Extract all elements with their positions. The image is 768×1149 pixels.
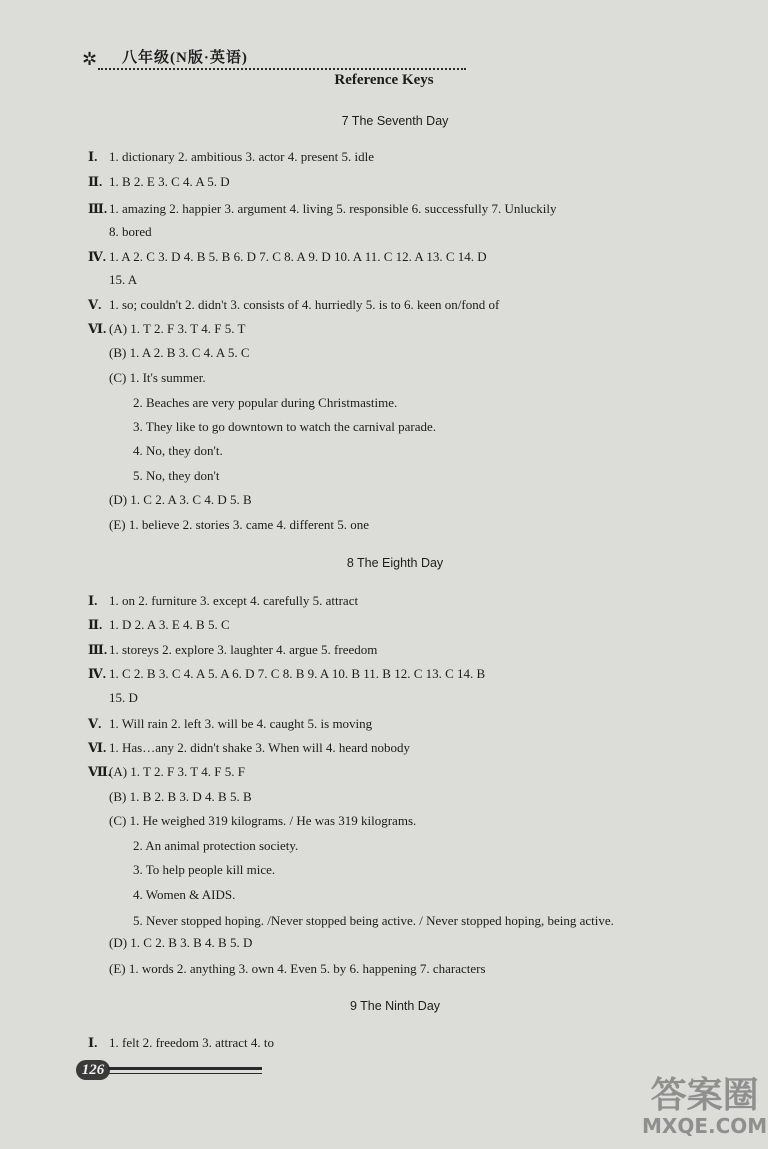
answer-text: 5. Never stopped hoping. /Never stopped being active. / Never stopped hoping, being active. xyxy=(133,913,614,928)
section-roman: Ⅴ. xyxy=(88,297,102,312)
answer-line xyxy=(88,296,499,314)
answer-line xyxy=(88,763,245,781)
answer-line xyxy=(109,960,486,978)
header-dotted-rule xyxy=(98,68,466,70)
answer-text: (A) 1. T 2. F 3. T 4. F 5. F xyxy=(109,764,245,779)
answer-text: (E) 1. words 2. anything 3. own 4. Even 5. by 6. happening 7. characters xyxy=(109,961,486,976)
answer-line xyxy=(88,616,230,634)
answer-line xyxy=(88,1034,274,1052)
answer-line xyxy=(133,837,298,855)
answer-text: 1. storeys 2. explore 3. laughter 4. argue 5. freedom xyxy=(109,642,378,657)
answer-text: (E) 1. believe 2. stories 3. came 4. different 5. one xyxy=(109,517,370,532)
answer-text: (A) 1. T 2. F 3. T 4. F 5. T xyxy=(109,321,246,336)
section-roman: Ⅵ. xyxy=(88,321,107,336)
answer-text: 15. D xyxy=(109,690,138,705)
answer-line xyxy=(88,173,230,191)
answer-text: 1. B 2. E 3. C 4. A 5. D xyxy=(109,174,230,189)
section-roman: Ⅱ. xyxy=(88,617,103,632)
answer-line xyxy=(133,394,397,412)
section-roman: Ⅰ. xyxy=(88,593,98,608)
answer-text: 1. so; couldn't 2. didn't 3. consists of 4. hurriedly 5. is to 6. keen on/fond of xyxy=(109,297,500,312)
answer-line xyxy=(88,665,485,683)
answer-line xyxy=(109,689,138,707)
answer-line xyxy=(109,271,137,289)
watermark-url: MXQE.COM xyxy=(642,1114,768,1138)
section-roman: Ⅲ. xyxy=(88,201,108,216)
answer-line xyxy=(88,641,377,659)
answer-line xyxy=(88,148,374,166)
section-roman: Ⅶ. xyxy=(88,764,112,779)
answer-text: 3. To help people kill mice. xyxy=(133,862,276,877)
watermark xyxy=(642,1076,767,1136)
answer-text: 1. Has…any 2. didn't shake 3. When will 4. heard nobody xyxy=(109,740,411,755)
answer-line xyxy=(133,886,235,904)
section-roman: Ⅵ. xyxy=(88,740,107,755)
answer-text: 1. amazing 2. happier 3. argument 4. living 5. responsible 6. successfully 7. Unluckily xyxy=(109,201,557,216)
answer-text: (C) 1. He weighed 319 kilograms. / He was 319 kilograms. xyxy=(109,813,417,828)
answer-line xyxy=(109,516,369,534)
answer-line xyxy=(88,715,372,733)
answer-line xyxy=(88,739,410,757)
section-title-day8: 8 The Eighth Day xyxy=(346,556,444,570)
answer-text: 15. A xyxy=(109,272,138,287)
book-title: 八年级(N版·英语) xyxy=(122,50,248,66)
section-title-day9: 9 The Ninth Day xyxy=(349,999,441,1013)
section-roman: Ⅳ. xyxy=(88,666,107,681)
answer-line xyxy=(88,200,556,218)
answer-text: 1. C 2. B 3. C 4. A 5. A 6. D 7. C 8. B 9. A 10. B 11. B 12. C 13. C 14. B xyxy=(109,666,486,681)
section-roman: Ⅱ. xyxy=(88,174,103,189)
answer-line xyxy=(133,467,219,485)
answer-text: 2. Beaches are very popular during Christmastime. xyxy=(133,395,398,410)
answer-line xyxy=(109,812,416,830)
section-roman: Ⅴ. xyxy=(88,716,102,731)
answer-line xyxy=(88,248,487,266)
section-roman: Ⅰ. xyxy=(88,1035,98,1050)
answer-text: (D) 1. C 2. B 3. B 4. B 5. D xyxy=(109,935,253,950)
answer-text: 1. felt 2. freedom 3. attract 4. to xyxy=(109,1035,274,1050)
answer-line xyxy=(109,934,252,952)
answer-line xyxy=(133,442,223,460)
watermark-logo-icon: 答案圈 xyxy=(650,1075,759,1116)
answer-line xyxy=(133,912,614,930)
answer-text: 1. D 2. A 3. E 4. B 5. C xyxy=(109,617,230,632)
answer-text: 1. A 2. C 3. D 4. B 5. B 6. D 7. C 8. A 9. D 10. A 11. C 12. A 13. C 14. D xyxy=(109,249,487,264)
answer-line xyxy=(109,223,152,241)
answer-text: 2. An animal protection society. xyxy=(133,838,299,853)
answer-text: 5. No, they don't xyxy=(133,468,220,483)
answer-text: 1. Will rain 2. left 3. will be 4. caught 5. is moving xyxy=(109,716,373,731)
page-number: 126 xyxy=(76,1060,110,1080)
answer-text: 1. on 2. furniture 3. except 4. carefully 5. attract xyxy=(109,593,359,608)
answer-text: 3. They like to go downtown to watch the carnival parade. xyxy=(133,419,437,434)
answer-text: (B) 1. A 2. B 3. C 4. A 5. C xyxy=(109,345,250,360)
answer-text: 1. dictionary 2. ambitious 3. actor 4. present 5. idle xyxy=(109,149,374,164)
answer-line xyxy=(109,369,206,387)
answer-text: (C) 1. It's summer. xyxy=(109,370,206,385)
answer-text: 4. No, they don't. xyxy=(133,443,223,458)
footer-rule-thin xyxy=(108,1073,262,1074)
answer-line xyxy=(133,418,436,436)
section-roman: Ⅳ. xyxy=(88,249,107,264)
answer-line xyxy=(109,344,250,362)
answer-line xyxy=(133,861,275,879)
footer-rule xyxy=(108,1067,262,1070)
section-roman: Ⅲ. xyxy=(88,642,108,657)
answer-line xyxy=(109,788,252,806)
star-icon: ✲ xyxy=(82,49,98,69)
answer-line xyxy=(88,320,245,338)
answer-text: 4. Women & AIDS. xyxy=(133,887,236,902)
reference-keys-title: Reference Keys xyxy=(334,72,434,88)
answer-text: 8. bored xyxy=(109,224,152,239)
answer-line xyxy=(88,592,358,610)
answer-line xyxy=(109,491,252,509)
answer-text: (D) 1. C 2. A 3. C 4. D 5. B xyxy=(109,492,252,507)
answer-text: (B) 1. B 2. B 3. D 4. B 5. B xyxy=(109,789,252,804)
section-roman: Ⅰ. xyxy=(88,149,98,164)
section-title-day7: 7 The Seventh Day xyxy=(341,114,449,128)
